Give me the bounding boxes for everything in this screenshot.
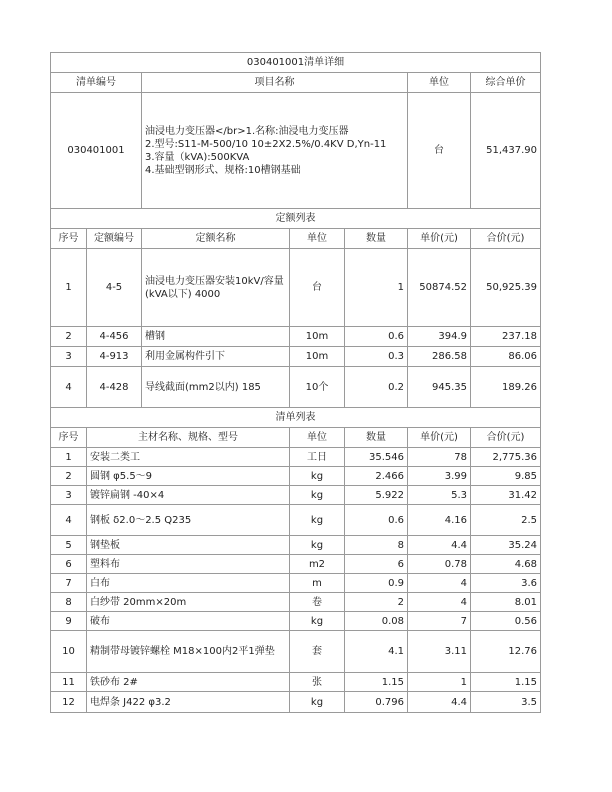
material-col-total: 合价(元)	[471, 428, 541, 448]
material-total: 9.85	[471, 467, 541, 486]
material-qty: 6	[345, 555, 408, 574]
material-unit: kg	[290, 536, 345, 555]
quota-row	[51, 347, 541, 367]
quota-name: 利用金属构件引下	[142, 347, 290, 367]
material-section-title: 清单列表	[51, 408, 541, 428]
material-unit: m	[290, 574, 345, 593]
quota-name: 导线截面(mm2以内) 185	[142, 367, 290, 408]
material-row	[51, 467, 541, 486]
material-price: 4	[408, 593, 471, 612]
material-unit: 卷	[290, 593, 345, 612]
unit-header: 单位	[408, 73, 471, 93]
quota-col-total: 合价(元)	[471, 229, 541, 249]
material-row	[51, 574, 541, 593]
quota-name: 油浸电力变压器安装10kV/容量(kVA以下) 4000	[142, 249, 290, 327]
quota-no: 2	[51, 327, 87, 347]
quota-qty: 0.2	[345, 367, 408, 408]
item-name-header: 项目名称	[142, 73, 408, 93]
sheet-title: 030401001清单详细	[51, 53, 541, 73]
quota-price: 50874.52	[408, 249, 471, 327]
bill-code: 030401001	[51, 93, 142, 209]
material-total: 31.42	[471, 486, 541, 505]
material-price: 5.3	[408, 486, 471, 505]
bill-description-line: 4.基础型钢形式、规格:10槽钢基础	[145, 164, 301, 176]
material-total: 2,775.36	[471, 448, 541, 467]
quota-col-code: 定额编号	[87, 229, 142, 249]
material-row	[51, 631, 541, 673]
material-name: 塑料布	[87, 555, 290, 574]
material-col-no: 序号	[51, 428, 87, 448]
material-qty: 5.922	[345, 486, 408, 505]
quota-qty: 0.3	[345, 347, 408, 367]
quota-code: 4-5	[87, 249, 142, 327]
material-col-unit: 单位	[290, 428, 345, 448]
material-total: 1.15	[471, 673, 541, 692]
quota-col-name: 定额名称	[142, 229, 290, 249]
material-unit: 工日	[290, 448, 345, 467]
quota-unit: 10m	[290, 347, 345, 367]
material-price: 3.99	[408, 467, 471, 486]
material-unit: kg	[290, 692, 345, 713]
material-unit: kg	[290, 486, 345, 505]
material-name: 钢板 δ2.0～2.5 Q235	[87, 505, 290, 536]
material-qty: 2	[345, 593, 408, 612]
material-total: 2.5	[471, 505, 541, 536]
material-qty: 0.6	[345, 505, 408, 536]
bill-description-line: 3.容量（kVA):500KVA	[145, 151, 250, 163]
material-row	[51, 448, 541, 467]
material-row	[51, 555, 541, 574]
quota-no: 3	[51, 347, 87, 367]
material-price: 3.11	[408, 631, 471, 673]
quota-row	[51, 249, 541, 327]
quota-row	[51, 327, 541, 347]
material-price: 78	[408, 448, 471, 467]
quota-price: 945.35	[408, 367, 471, 408]
material-no: 4	[51, 505, 87, 536]
material-name: 镀锌扁钢 -40×4	[87, 486, 290, 505]
bill-description	[142, 93, 408, 209]
quota-price: 286.58	[408, 347, 471, 367]
material-unit: m2	[290, 555, 345, 574]
material-no: 5	[51, 536, 87, 555]
bill-item-row	[51, 93, 541, 209]
material-no: 1	[51, 448, 87, 467]
material-col-name: 主材名称、规格、型号	[87, 428, 290, 448]
material-name: 圆钢 φ5.5～9	[87, 467, 290, 486]
material-no: 8	[51, 593, 87, 612]
quota-no: 4	[51, 367, 87, 408]
quota-total: 86.06	[471, 347, 541, 367]
bill-description-line: 2.型号:S11-M-500/10 10±2X2.5%/0.4KV D,Yn-11	[145, 138, 387, 150]
material-no: 3	[51, 486, 87, 505]
material-no: 10	[51, 631, 87, 673]
material-unit: kg	[290, 505, 345, 536]
material-qty: 0.9	[345, 574, 408, 593]
material-price: 4.4	[408, 692, 471, 713]
material-no: 9	[51, 612, 87, 631]
material-table	[50, 428, 541, 713]
material-row	[51, 505, 541, 536]
material-qty: 1.15	[345, 673, 408, 692]
material-price: 4.16	[408, 505, 471, 536]
quota-no: 1	[51, 249, 87, 327]
material-total: 35.24	[471, 536, 541, 555]
quota-qty: 1	[345, 249, 408, 327]
bill-code-header: 清单编号	[51, 73, 142, 93]
material-total: 0.56	[471, 612, 541, 631]
quota-unit: 台	[290, 249, 345, 327]
material-qty: 2.466	[345, 467, 408, 486]
material-unit: kg	[290, 612, 345, 631]
unit-price-header: 综合单价	[471, 73, 541, 93]
quota-qty: 0.6	[345, 327, 408, 347]
material-qty: 35.546	[345, 448, 408, 467]
quota-total: 50,925.39	[471, 249, 541, 327]
quota-code: 4-913	[87, 347, 142, 367]
material-col-qty: 数量	[345, 428, 408, 448]
material-price: 7	[408, 612, 471, 631]
material-row	[51, 692, 541, 713]
quota-code: 4-456	[87, 327, 142, 347]
quota-total: 189.26	[471, 367, 541, 408]
material-no: 6	[51, 555, 87, 574]
material-qty: 8	[345, 536, 408, 555]
material-no: 7	[51, 574, 87, 593]
material-unit: kg	[290, 467, 345, 486]
bill-detail-table	[50, 52, 541, 428]
quota-col-unit: 单位	[290, 229, 345, 249]
material-qty: 0.08	[345, 612, 408, 631]
quota-price: 394.9	[408, 327, 471, 347]
material-price: 4.4	[408, 536, 471, 555]
material-row	[51, 612, 541, 631]
material-row	[51, 486, 541, 505]
material-name: 破布	[87, 612, 290, 631]
material-no: 12	[51, 692, 87, 713]
material-qty: 4.1	[345, 631, 408, 673]
quota-col-no: 序号	[51, 229, 87, 249]
material-unit: 套	[290, 631, 345, 673]
material-name: 电焊条 J422 φ3.2	[87, 692, 290, 713]
quota-col-qty: 数量	[345, 229, 408, 249]
bill-unit-price: 51,437.90	[471, 93, 541, 209]
material-col-price: 单价(元)	[408, 428, 471, 448]
material-price: 4	[408, 574, 471, 593]
material-no: 11	[51, 673, 87, 692]
material-name: 精制带母镀锌螺栓 M18×100内2平1弹垫	[87, 631, 290, 673]
quota-code: 4-428	[87, 367, 142, 408]
quota-unit: 10m	[290, 327, 345, 347]
bill-detail-sheet	[50, 52, 540, 713]
material-price: 0.78	[408, 555, 471, 574]
bill-unit: 台	[408, 93, 471, 209]
material-row	[51, 536, 541, 555]
material-total: 3.6	[471, 574, 541, 593]
material-unit: 张	[290, 673, 345, 692]
quota-section-title: 定额列表	[51, 209, 541, 229]
material-price: 1	[408, 673, 471, 692]
material-total: 8.01	[471, 593, 541, 612]
material-name: 安装二类工	[87, 448, 290, 467]
quota-total: 237.18	[471, 327, 541, 347]
quota-row	[51, 367, 541, 408]
material-total: 12.76	[471, 631, 541, 673]
bill-description-line: 油浸电力变压器</br>1.名称:油浸电力变压器	[145, 125, 349, 137]
quota-name: 槽钢	[142, 327, 290, 347]
material-row	[51, 673, 541, 692]
material-name: 铁砂布 2#	[87, 673, 290, 692]
material-row	[51, 593, 541, 612]
material-name: 钢垫板	[87, 536, 290, 555]
quota-col-price: 单价(元)	[408, 229, 471, 249]
material-total: 4.68	[471, 555, 541, 574]
material-total: 3.5	[471, 692, 541, 713]
material-qty: 0.796	[345, 692, 408, 713]
material-no: 2	[51, 467, 87, 486]
quota-unit: 10个	[290, 367, 345, 408]
material-name: 白布	[87, 574, 290, 593]
material-name: 白纱带 20mm×20m	[87, 593, 290, 612]
